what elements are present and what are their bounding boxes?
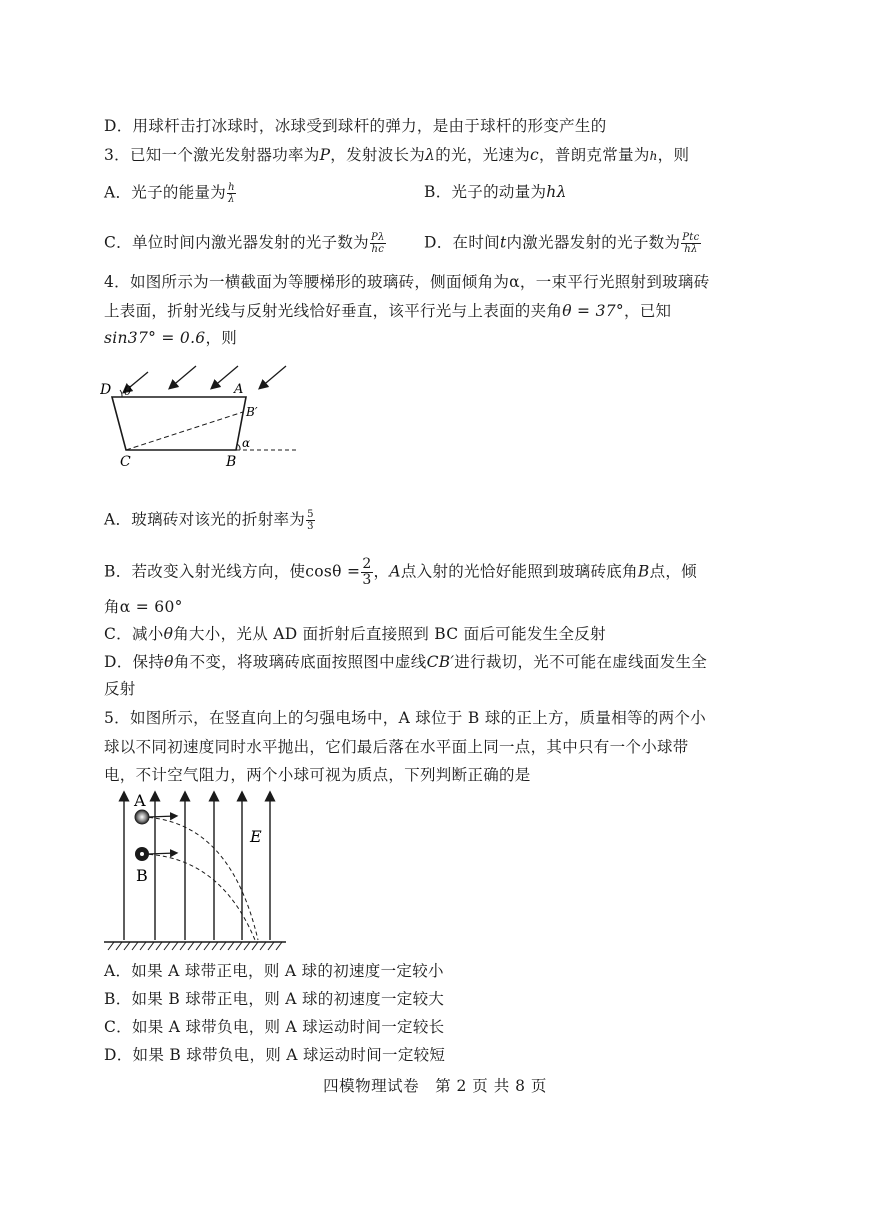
trajectory-b <box>142 854 255 940</box>
velocity-arrow-a <box>148 816 176 817</box>
q4-option-d: D．保持θ角不变，将玻璃砖底面按照图中虚线CB′进行裁切，光不可能在虚线面发生全 <box>104 653 708 671</box>
q3-option-c: C．单位时间内激光器发射的光子数为 $\frac{P\lambda}{hc}$ <box>104 232 385 255</box>
incident-ray-2 <box>170 366 196 388</box>
velocity-arrow-b <box>148 853 176 854</box>
label-alpha: α <box>242 436 251 450</box>
label-d: D <box>100 382 112 398</box>
q3-option-a: A．光子的能量为 $\frac{h}{\lambda}$ <box>104 182 235 205</box>
q4-stem-line1: 4．如图所示为一横截面为等腰梯形的玻璃砖，侧面倾角为α，一束平行光照射到玻璃砖 <box>104 273 710 291</box>
q4-trapezoid-figure <box>100 360 300 470</box>
label-field-e: E <box>250 827 262 846</box>
trajectory-a <box>142 817 258 940</box>
q5-option-b: B．如果 B 球带正电，则 A 球的初速度一定较大 <box>104 990 445 1008</box>
q4-option-d-line2: 反射 <box>104 680 136 698</box>
ball-b-center <box>140 852 144 856</box>
label-ball-b: B <box>136 866 148 885</box>
theta-arc <box>120 390 122 397</box>
label-c: C <box>120 454 131 470</box>
q5-stem-line1: 5．如图所示，在竖直向上的匀强电场中，A 球位于 B 球的正上方，质量相等的两个小 <box>104 709 707 727</box>
q5-stem-line3: 电，不计空气阻力，两个小球可视为质点，下列判断正确的是 <box>104 766 531 784</box>
q3-stem: 3．已知一个激光发射器功率为P，发射波长为λ的光，光速为c，普朗克常量为h，则 <box>104 146 690 164</box>
label-theta: θ <box>124 384 132 398</box>
label-b-prime: B′ <box>246 405 258 419</box>
ground-hatching <box>108 942 282 950</box>
q4-option-b-line2: 角α = 60° <box>104 598 183 616</box>
q5-electric-field-figure <box>100 790 300 955</box>
label-ball-a: A <box>134 791 146 810</box>
q4-option-b: B．若改变入射光线方向，使cosθ = $\frac{2}{3}$ ，A点入射的光恰好能照到玻璃砖底角B点，倾 <box>104 556 697 588</box>
q5-stem-line2: 球以不同初速度同时水平抛出，它们最后落在水平面上同一点，其中只有一个小球带 <box>104 738 689 756</box>
label-a: A <box>234 382 244 397</box>
q4-stem-line2: 上表面，折射光线与反射光线恰好垂直，该平行光与上表面的夹角θ = 37°，已知 <box>104 302 672 320</box>
label-b: B <box>226 454 237 470</box>
q3-option-d: D．在时间t内激光器发射的光子数为 $\frac{\text{Ptc}}{h\lambda}$ <box>424 232 700 255</box>
q2-option-d: D．用球杆击打冰球时，冰球受到球杆的弹力，是由于球杆的形变产生的 <box>104 117 607 135</box>
q4-option-c: C．减小θ角大小，光从 AD 面折射后直接照到 BC 面后可能发生全反射 <box>104 625 606 643</box>
incident-ray-4 <box>260 366 286 388</box>
q4-stem-line3: sin37° = 0.6，则 <box>104 329 238 347</box>
dashed-cut-line <box>126 412 243 450</box>
q5-option-a: A．如果 A 球带正电，则 A 球的初速度一定较小 <box>104 962 444 980</box>
q5-option-d: D．如果 B 球带负电，则 A 球运动时间一定较短 <box>104 1046 446 1064</box>
q4-option-a: A．玻璃砖对该光的折射率为 $\frac{5}{3}$ <box>104 509 314 532</box>
page-footer: 四模物理试卷 第 2 页 共 8 页 <box>323 1077 547 1095</box>
q3-option-b: B．光子的动量为hλ <box>424 183 567 201</box>
trapezoid-outline <box>112 397 246 450</box>
q5-option-c: C．如果 A 球带负电，则 A 球运动时间一定较长 <box>104 1018 445 1036</box>
ball-a <box>135 810 149 824</box>
